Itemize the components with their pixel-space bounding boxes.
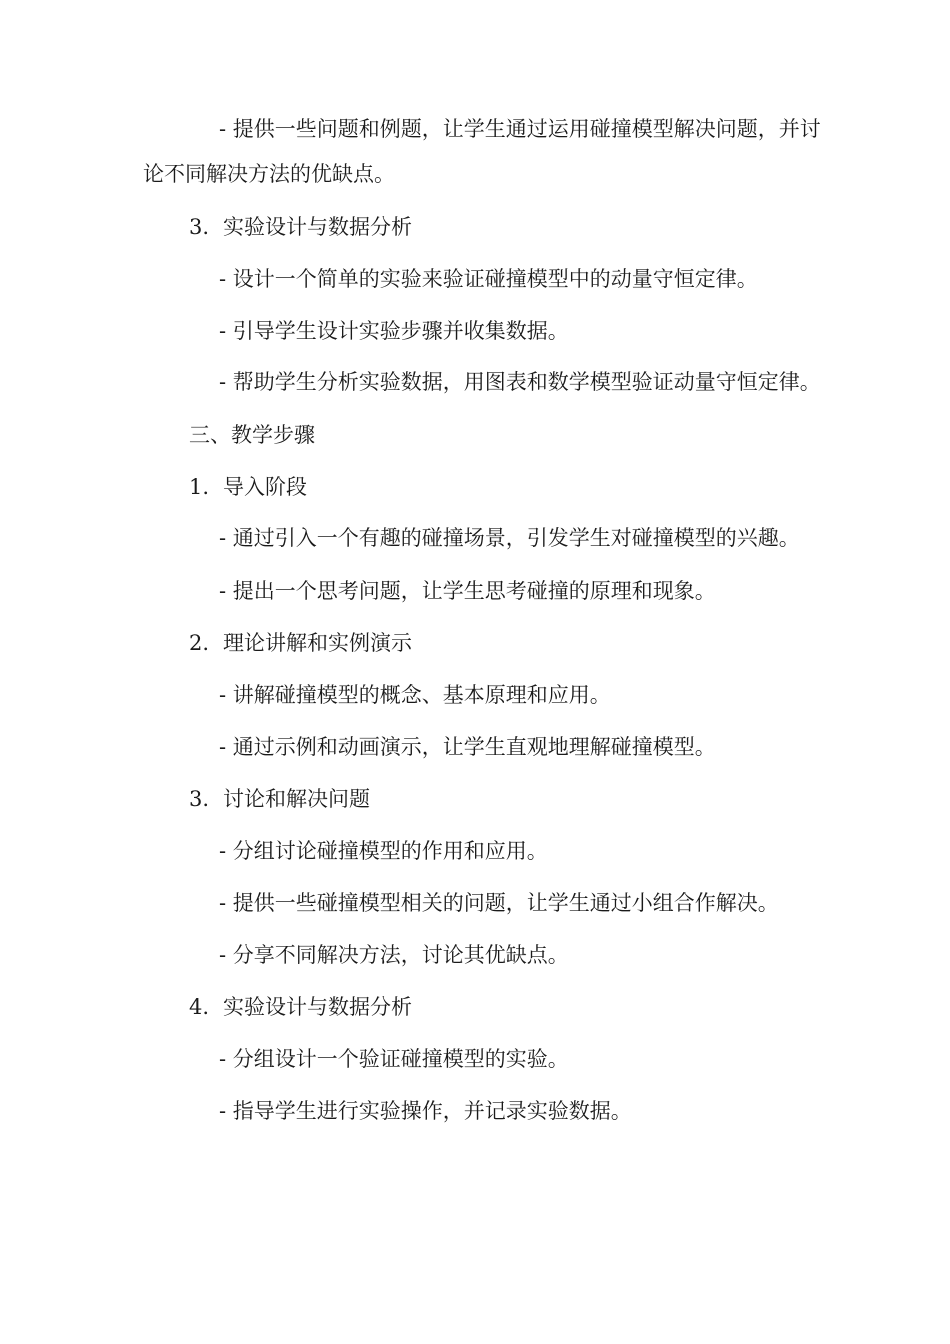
line-text: - 指导学生进行实验操作，并记录实验数据。 [219, 1099, 632, 1123]
line-text: - 通过示例和动画演示，让学生直观地理解碰撞模型。 [219, 735, 716, 759]
line-text: - 提供一些碰撞模型相关的问题，让学生通过小组合作解决。 [219, 891, 779, 915]
heading-text: 三、教学步骤 [189, 423, 315, 447]
heading-text: 实验设计与数据分析 [223, 995, 412, 1019]
bullet-line [143, 877, 823, 929]
bullet-line [143, 1033, 823, 1085]
bullet-line [143, 721, 823, 773]
section-heading [143, 617, 823, 669]
heading-number: 4. [189, 995, 210, 1019]
line-text: - 讲解碰撞模型的概念、基本原理和应用。 [219, 683, 611, 707]
line-text: - 提出一个思考问题，让学生思考碰撞的原理和现象。 [219, 579, 716, 603]
section-heading [143, 461, 823, 513]
heading-number: 1. [189, 475, 210, 499]
bullet-line [143, 669, 823, 721]
heading-text: 理论讲解和实例演示 [223, 631, 412, 655]
line-text: - 设计一个简单的实验来验证碰撞模型中的动量守恒定律。 [219, 267, 758, 291]
bullet-line [143, 360, 823, 405]
bullet-line [143, 253, 823, 305]
heading-number: 2. [189, 631, 210, 655]
document-body [143, 104, 823, 1137]
heading-number: 3. [189, 215, 210, 239]
bullet-line [143, 305, 823, 357]
bullet-line [143, 929, 823, 981]
section-heading [143, 773, 823, 825]
section-heading [143, 201, 823, 253]
bullet-line [143, 516, 823, 561]
line-text: - 引导学生设计实验步骤并收集数据。 [219, 319, 569, 343]
heading-text: 导入阶段 [223, 475, 307, 499]
line-text: - 分组讨论碰撞模型的作用和应用。 [219, 839, 548, 863]
line-text: - 通过引入一个有趣的碰撞场景，引发学生对碰撞模型的兴趣。 [219, 526, 800, 550]
bullet-line [143, 107, 823, 197]
heading-text: 讨论和解决问题 [223, 787, 370, 811]
bullet-line [143, 1085, 823, 1137]
line-text: - 提供一些问题和例题，让学生通过运用碰撞模型解决问题，并讨论不同解决方法的优缺点。 [143, 117, 821, 186]
line-text: - 分组设计一个验证碰撞模型的实验。 [219, 1047, 569, 1071]
bullet-line [143, 825, 823, 877]
line-text: - 帮助学生分析实验数据，用图表和数学模型验证动量守恒定律。 [219, 370, 821, 394]
chapter-heading [143, 409, 823, 461]
heading-number: 3. [189, 787, 210, 811]
bullet-line [143, 565, 823, 617]
section-heading [143, 981, 823, 1033]
heading-text: 实验设计与数据分析 [223, 215, 412, 239]
line-text: - 分享不同解决方法，讨论其优缺点。 [219, 943, 569, 967]
